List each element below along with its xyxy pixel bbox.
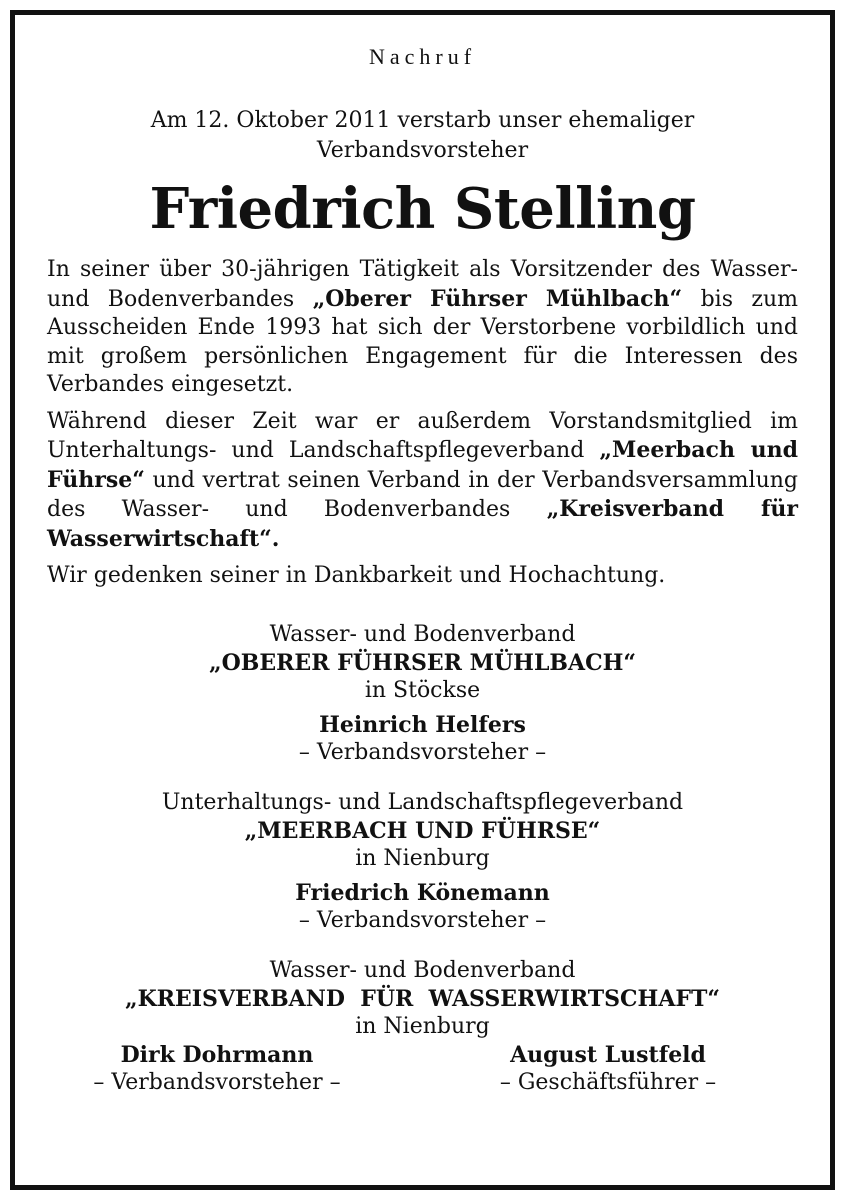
org-name: „MEERBACH UND FÜHRSE“ xyxy=(244,817,601,844)
signatory-left xyxy=(47,1041,387,1097)
notice-heading: Nachruf xyxy=(368,44,477,69)
signatory-block-muehlbach xyxy=(47,621,798,767)
paragraph-tenure-text-2: bis zum Ausscheiden Ende 1993 hat sich der Verstorbene vorbildlich und mit großem persönlichen Engagement für die Interessen des Verbandes eingesetzt. xyxy=(47,286,798,397)
association-name-meerbach: „Meerbach und Führse“ xyxy=(47,437,798,493)
paragraph-board-text-2: und vertrat seinen Verband in der Verbandsversammlung des Wasser- und Bodenverbandes xyxy=(47,467,798,522)
signatory-role: – Geschäftsführer – xyxy=(499,1069,717,1095)
intro-text xyxy=(47,106,798,166)
signatory-block-kreisverband xyxy=(47,957,798,1041)
obituary-notice xyxy=(47,42,798,1097)
paragraph-tenure-text-1: In seiner über 30-jährigen Tätigkeit als Vorsitzender des Wasser- und Bodenverbandes xyxy=(47,257,798,312)
association-name-kreisverband: „Kreisverband für Wasserwirtschaft“. xyxy=(47,496,799,552)
deceased-name: Friedrich Stelling xyxy=(149,176,696,242)
signatory-right xyxy=(458,1041,758,1097)
intro-line-2: Verbandsvorsteher xyxy=(316,138,529,163)
signatory-block-meerbach xyxy=(47,789,798,935)
org-location: in Nienburg xyxy=(355,845,490,871)
org-type: Unterhaltungs- und Landschaftspflegeverband xyxy=(161,789,684,815)
paragraph-board-text-1: Während dieser Zeit war er außerdem Vorstandsmitglied im Unterhaltungs- und Landschaftspflegeverband xyxy=(47,408,798,463)
signatory-name: Friedrich Könemann xyxy=(295,879,550,906)
org-name: „KREISVERBAND FÜR WASSERWIRTSCHAFT“ xyxy=(124,985,721,1012)
signatory-name: Dirk Dohrmann xyxy=(120,1041,314,1068)
org-type: Wasser- und Bodenverband xyxy=(269,957,576,983)
intro-line-1: Am 12. Oktober 2011 verstarb unser ehemaliger xyxy=(150,108,695,133)
paragraph-board xyxy=(47,408,798,555)
org-location: in Stöckse xyxy=(364,677,481,703)
org-name: „OBERER FÜHRSER MÜHLBACH“ xyxy=(208,649,637,676)
signatory-pair xyxy=(47,1041,798,1097)
association-name-muehlbach: „Oberer Führser Mühlbach“ xyxy=(312,285,683,312)
paragraph-remembrance: Wir gedenken seiner in Dankbarkeit und Hochachtung. xyxy=(47,563,666,588)
org-location: in Nienburg xyxy=(355,1013,490,1039)
signatory-role: – Verbandsvorsteher – xyxy=(298,739,547,765)
signatory-name: Heinrich Helfers xyxy=(319,711,526,738)
org-type: Wasser- und Bodenverband xyxy=(269,621,576,647)
signatory-name: August Lustfeld xyxy=(510,1041,706,1068)
paragraph-tenure xyxy=(47,256,798,400)
signatory-role: – Verbandsvorsteher – xyxy=(298,907,547,933)
signatory-role: – Verbandsvorsteher – xyxy=(93,1069,341,1095)
